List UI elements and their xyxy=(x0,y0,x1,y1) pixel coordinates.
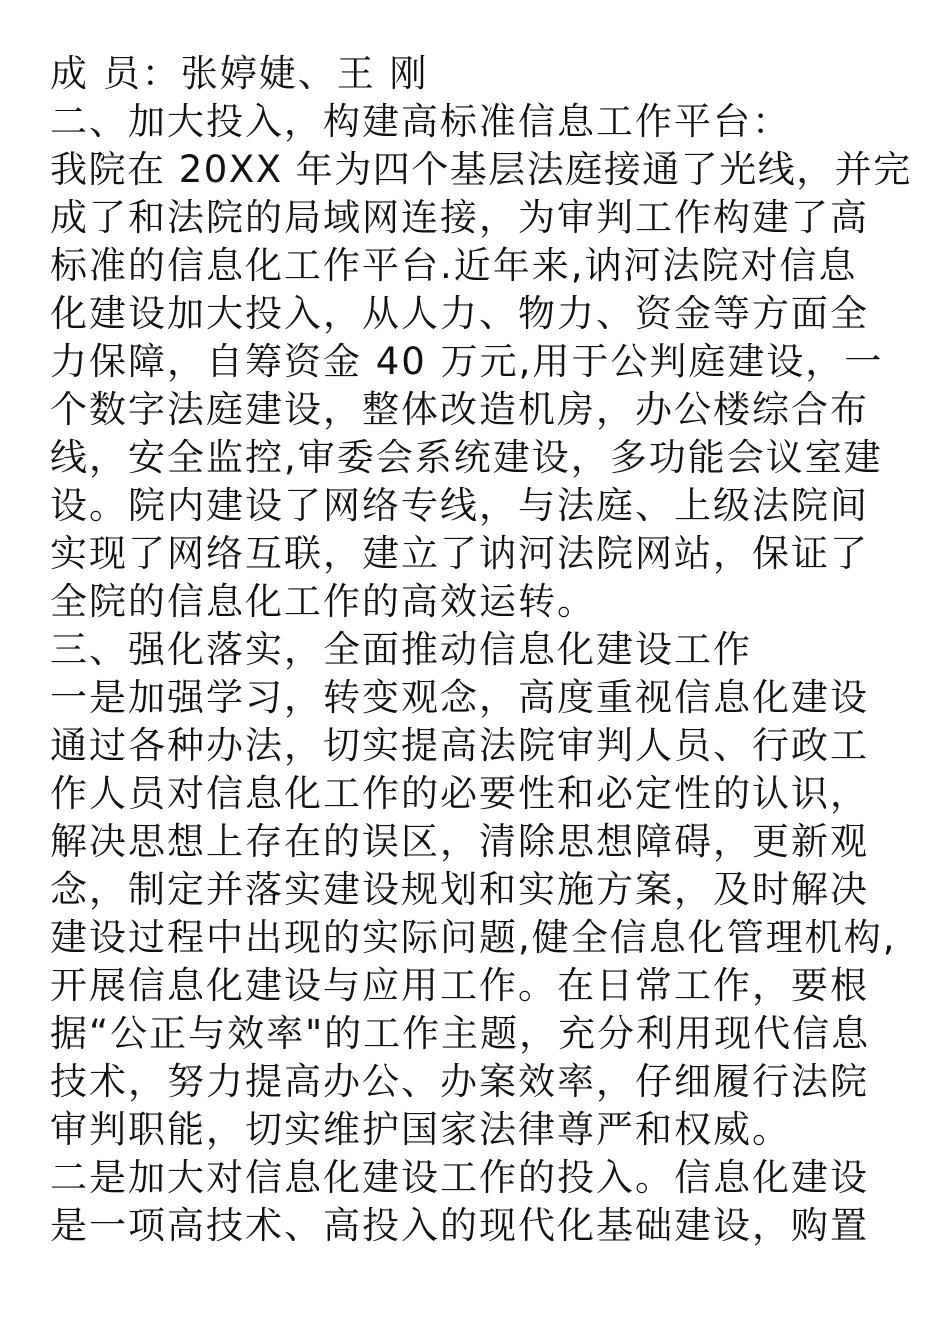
section-heading-2: 二、加大投入，构建高标准信息工作平台： xyxy=(50,100,791,143)
text-line-members: 成 员：张婷婕、王 刚 xyxy=(50,52,429,95)
text-line: 开展信息化建设与应用工作。在日常工作，要根 xyxy=(50,964,869,1007)
text-line: 力保障，自筹资金 40 万元,用于公判庭建设，一 xyxy=(50,340,884,383)
text-line: 全院的信息化工作的高效运转。 xyxy=(50,580,596,623)
text-line: 念，制定并落实建设规划和实施方案，及时解决 xyxy=(50,868,869,911)
text-line: 我院在 20XX 年为四个基层法庭接通了光线，并完 xyxy=(50,148,912,191)
text-line: 实现了网络互联，建立了讷河法院网站，保证了 xyxy=(50,532,869,575)
text-line: 成了和法院的局域网连接，为审判工作构建了高 xyxy=(50,196,869,239)
text-line: 化建设加大投入，从人力、物力、资金等方面全 xyxy=(50,292,869,335)
text-line: 设。院内建设了网络专线，与法庭、上级法院间 xyxy=(50,484,869,527)
document-body xyxy=(50,50,920,1250)
text-line: 二是加大对信息化建设工作的投入。信息化建设 xyxy=(50,1156,869,1199)
text-line: 个数字法庭建设，整体改造机房，办公楼综合布 xyxy=(50,388,869,431)
text-line: 建设过程中出现的实际问题,健全信息化管理机构, xyxy=(50,916,897,959)
text-line: 一是加强学习，转变观念，高度重视信息化建设 xyxy=(50,676,869,719)
section-heading-3: 三、强化落实，全面推动信息化建设工作 xyxy=(50,628,752,671)
text-line: 作人员对信息化工作的必要性和必定性的认识， xyxy=(50,772,869,815)
text-line: 解决思想上存在的误区，清除思想障碍，更新观 xyxy=(50,820,869,863)
text-line: 标准的信息化工作平台.近年来,讷河法院对信息 xyxy=(50,244,858,287)
text-line: 技术，努力提高办公、办案效率，仔细履行法院 xyxy=(50,1060,869,1103)
text-line: 据“公正与效率"的工作主题，充分利用现代信息 xyxy=(50,1012,871,1055)
text-line: 是一项高技术、高投入的现代化基础建设，购置 xyxy=(50,1204,869,1247)
text-line: 通过各种办法，切实提高法院审判人员、行政工 xyxy=(50,724,869,767)
text-line: 审判职能，切实维护国家法律尊严和权威。 xyxy=(50,1108,791,1151)
text-line: 线，安全监控,审委会系统建设，多功能会议室建 xyxy=(50,436,883,479)
